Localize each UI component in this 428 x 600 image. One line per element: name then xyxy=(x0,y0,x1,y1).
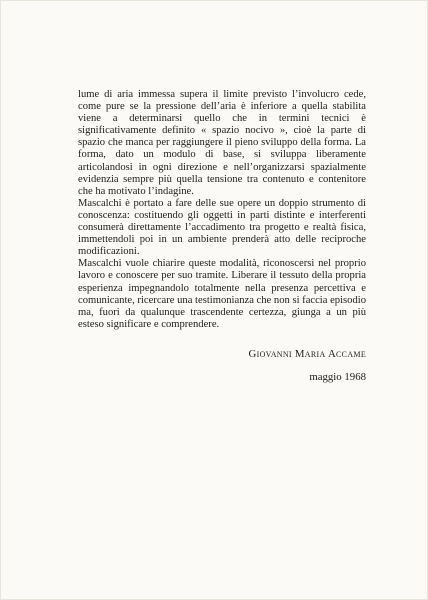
paragraph-1: lume di aria immessa supera il limite previsto l’involucro cede, come pure se la pressione dell’aria è inferiore a quella stabilita viene a determinarsi quello che in termini tecnici è significativamente definito « spazio nocivo », cioè la parte di spazio che manca per raggiungere il pieno sviluppo della forma. La forma, dato un modulo di base, si sviluppa liberamente articolandosi in ogni direzione e nell’organizzarsi spazialmente evidenzia sempre più quella tensione tra contenuto e contenitore che ha motivato l’indagine. xyxy=(78,89,366,197)
signature-block xyxy=(249,347,366,384)
paragraph-2: Mascalchi è portato a fare delle sue opere un doppio strumento di conoscenza: costituendo gli oggetti in parti distinte e interferenti consumerà direttamente l’accadimento tra progetto e realtà fisica, immettendoli poi in un ambiente prenderà atto delle reciproche modificazioni. xyxy=(78,197,366,258)
body-text xyxy=(78,89,366,331)
paragraph-3: Mascalchi vuole chiarire queste modalità, riconoscersi nel proprio lavoro e conoscere per suo tramite. Liberare il tessuto della propria esperienza impegnandolo totalmente nella presenza percettiva e comunicante, ricercare una testimonianza che non si faccia episodio ma, fuori da qualunque trascendente certezza, giunga a un più esteso significare e comprendere. xyxy=(78,258,366,330)
author-name: Giovanni Maria Accame xyxy=(248,348,366,360)
date-line: maggio 1968 xyxy=(309,371,366,383)
